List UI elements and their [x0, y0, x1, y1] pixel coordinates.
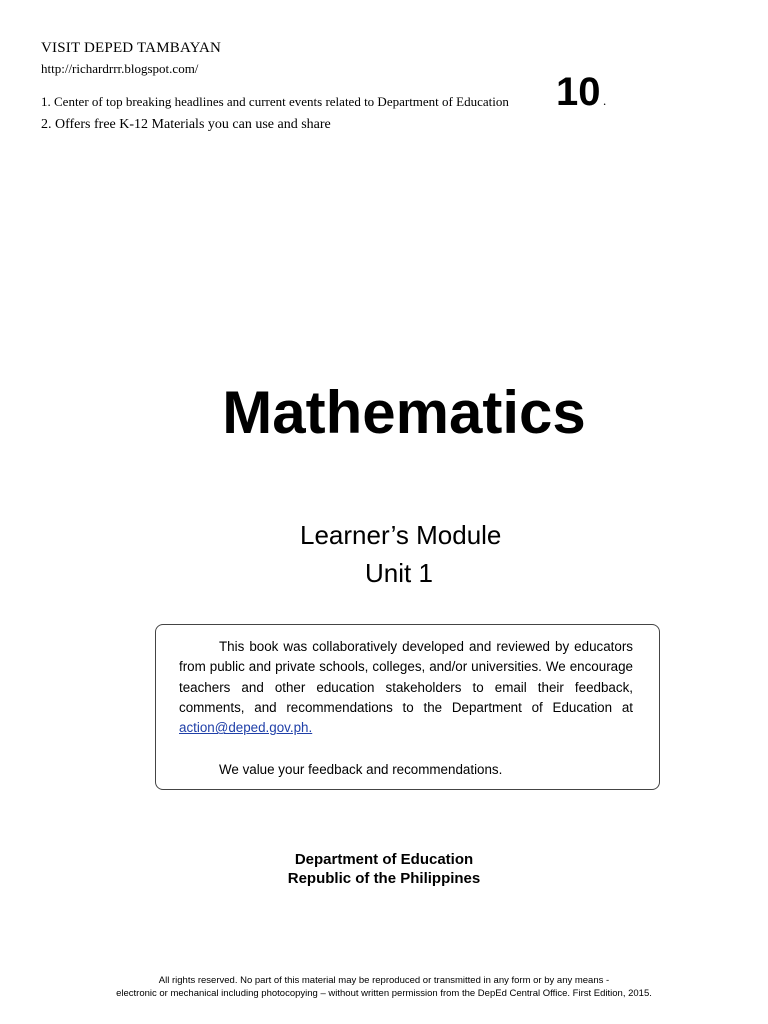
rights-notice-line-2: electronic or mechanical including photocopying – without written permission from the DepEd Central Office. First Edition, 2015. — [116, 988, 652, 999]
grade-number: 10 — [556, 70, 601, 114]
email-link[interactable]: action@deped.gov.ph. — [179, 720, 313, 736]
notice-paragraph — [179, 637, 633, 738]
notice-text: This book was collaboratively developed and reviewed by educators from public and private schools, colleges, and/or universities. We encourage teachers and other education stakeholders to email their feedback, comments, and recommendations to the Department of Education at — [179, 639, 633, 715]
department-name: Department of Education — [294, 851, 474, 868]
header-url[interactable]: http://richardrrr.blogspot.com/ — [41, 61, 199, 76]
notice-thanks: We value your feedback and recommendations. — [219, 762, 503, 778]
grade-dot: . — [603, 93, 607, 108]
country-name: Republic of the Philippines — [287, 870, 481, 887]
header-line-2: 2. Offers free K-12 Materials you can use and share — [41, 117, 331, 132]
header-line-1: 1. Center of top breaking headlines and current events related to Department of Education — [41, 94, 509, 109]
unit-label: Unit 1 — [365, 558, 433, 588]
rights-notice-line-1: All rights reserved. No part of this material may be reproduced or transmitted in any form or by any means - — [158, 975, 610, 986]
subject-title: Mathematics — [222, 379, 586, 446]
feedback-notice-box — [155, 624, 660, 790]
header-title: VISIT DEPED TAMBAYAN — [41, 40, 222, 56]
module-label: Learner’s Module — [300, 520, 502, 550]
